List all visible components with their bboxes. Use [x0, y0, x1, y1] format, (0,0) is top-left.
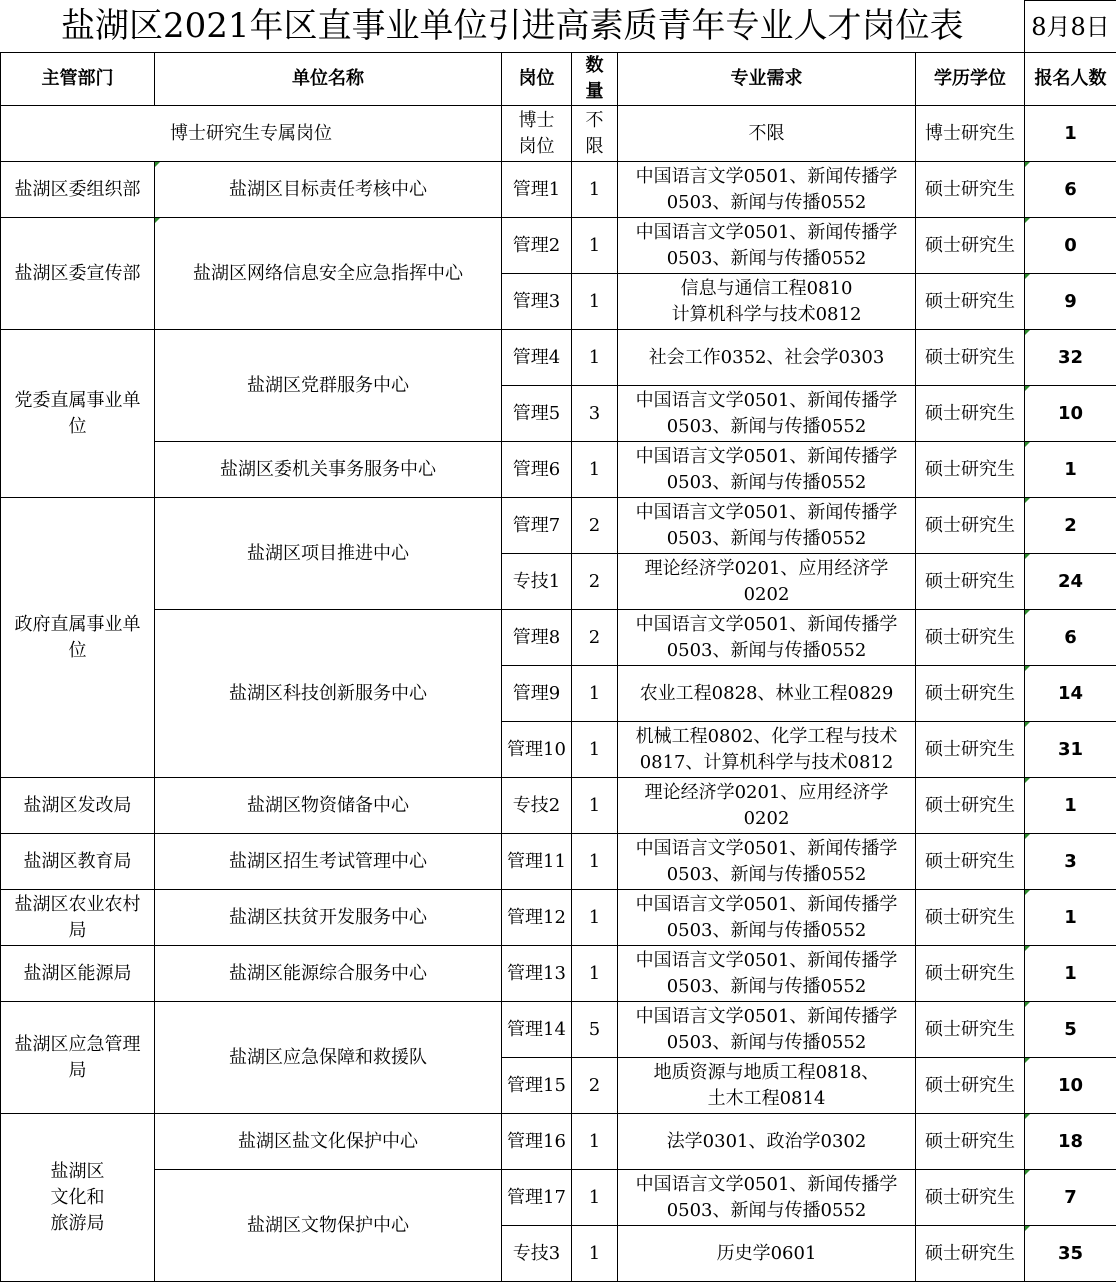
- major-cell: 中国语言文学0501、新闻传播学 0503、新闻与传播0552: [618, 442, 916, 498]
- header-post: 岗位: [502, 53, 572, 106]
- degree-cell: 硕士研究生: [916, 722, 1025, 778]
- dept-cell: 政府直属事业单 位: [1, 498, 155, 778]
- unit-cell: 盐湖区盐文化保护中心: [155, 1114, 502, 1170]
- applicants-cell: 14: [1025, 666, 1116, 722]
- post-cell: 管理12: [502, 890, 572, 946]
- post-cell: 管理11: [502, 834, 572, 890]
- count-cell: 1: [572, 330, 618, 386]
- header-applicants: 报名人数: [1025, 53, 1116, 106]
- applicants-cell: 1: [1025, 946, 1116, 1002]
- applicants-cell: 0: [1025, 218, 1116, 274]
- major-cell: 历史学0601: [618, 1226, 916, 1282]
- degree-cell: 硕士研究生: [916, 1170, 1025, 1226]
- applicants-cell: 1: [1025, 890, 1116, 946]
- header-unit: 单位名称: [155, 53, 502, 106]
- count-cell: 1: [572, 218, 618, 274]
- degree-cell: 硕士研究生: [916, 1058, 1025, 1114]
- degree-cell: 博士研究生: [916, 106, 1025, 162]
- table-row: [1, 442, 1116, 498]
- applicants-cell: 1: [1025, 778, 1116, 834]
- unit-cell: 盐湖区项目推进中心: [155, 498, 502, 610]
- degree-cell: 硕士研究生: [916, 1226, 1025, 1282]
- table-row: [1, 106, 1116, 162]
- header-major: 专业需求: [618, 53, 916, 106]
- post-cell: 管理17: [502, 1170, 572, 1226]
- major-cell: 地质资源与地质工程0818、 土木工程0814: [618, 1058, 916, 1114]
- major-cell: 中国语言文学0501、新闻传播学 0503、新闻与传播0552: [618, 386, 916, 442]
- post-cell: 管理15: [502, 1058, 572, 1114]
- applicants-cell: 3: [1025, 834, 1116, 890]
- count-cell: 2: [572, 610, 618, 666]
- post-cell: 管理5: [502, 386, 572, 442]
- count-cell: 不 限: [572, 106, 618, 162]
- degree-cell: 硕士研究生: [916, 274, 1025, 330]
- applicants-cell: 7: [1025, 1170, 1116, 1226]
- unit-cell: 盐湖区委机关事务服务中心: [155, 442, 502, 498]
- table-row: [1, 946, 1116, 1002]
- count-cell: 1: [572, 1114, 618, 1170]
- date-label: 8月8日: [1025, 1, 1116, 53]
- unit-cell: 盐湖区科技创新服务中心: [155, 610, 502, 778]
- applicants-cell: 31: [1025, 722, 1116, 778]
- count-cell: 1: [572, 1226, 618, 1282]
- count-cell: 1: [572, 162, 618, 218]
- table-row: [1, 1170, 1116, 1226]
- applicants-cell: 6: [1025, 162, 1116, 218]
- count-cell: 5: [572, 1002, 618, 1058]
- degree-cell: 硕士研究生: [916, 946, 1025, 1002]
- major-cell: 理论经济学0201、应用经济学 0202: [618, 554, 916, 610]
- post-cell: 管理16: [502, 1114, 572, 1170]
- header-row: [1, 53, 1116, 106]
- major-cell: 社会工作0352、社会学0303: [618, 330, 916, 386]
- major-cell: 中国语言文学0501、新闻传播学 0503、新闻与传播0552: [618, 218, 916, 274]
- page-title: 盐湖区2021年区直事业单位引进高素质青年专业人才岗位表: [1, 1, 1025, 53]
- count-cell: 3: [572, 386, 618, 442]
- count-cell: 1: [572, 722, 618, 778]
- post-cell: 专技2: [502, 778, 572, 834]
- unit-cell: 盐湖区招生考试管理中心: [155, 834, 502, 890]
- doctor-label: 博士研究生专属岗位: [1, 106, 502, 162]
- major-cell: 中国语言文学0501、新闻传播学 0503、新闻与传播0552: [618, 1002, 916, 1058]
- post-cell: 专技1: [502, 554, 572, 610]
- degree-cell: 硕士研究生: [916, 498, 1025, 554]
- post-cell: 专技3: [502, 1226, 572, 1282]
- table-row: [1, 610, 1116, 666]
- degree-cell: 硕士研究生: [916, 386, 1025, 442]
- major-cell: 不限: [618, 106, 916, 162]
- applicants-cell: 10: [1025, 386, 1116, 442]
- count-cell: 2: [572, 554, 618, 610]
- table-row: [1, 1002, 1116, 1058]
- count-cell: 1: [572, 946, 618, 1002]
- applicants-cell: 18: [1025, 1114, 1116, 1170]
- unit-cell: 盐湖区应急保障和救援队: [155, 1002, 502, 1114]
- header-degree: 学历学位: [916, 53, 1025, 106]
- major-cell: 中国语言文学0501、新闻传播学 0503、新闻与传播0552: [618, 162, 916, 218]
- applicants-cell: 2: [1025, 498, 1116, 554]
- degree-cell: 硕士研究生: [916, 1002, 1025, 1058]
- table-row: [1, 890, 1116, 946]
- count-cell: 1: [572, 666, 618, 722]
- table-row: [1, 778, 1116, 834]
- major-cell: 中国语言文学0501、新闻传播学 0503、新闻与传播0552: [618, 946, 916, 1002]
- applicants-cell: 9: [1025, 274, 1116, 330]
- major-cell: 中国语言文学0501、新闻传播学 0503、新闻与传播0552: [618, 498, 916, 554]
- applicants-cell: 1: [1025, 442, 1116, 498]
- post-cell: 管理7: [502, 498, 572, 554]
- dept-cell: 盐湖区委宣传部: [1, 218, 155, 330]
- count-cell: 1: [572, 834, 618, 890]
- table-row: [1, 162, 1116, 218]
- degree-cell: 硕士研究生: [916, 890, 1025, 946]
- post-cell: 管理3: [502, 274, 572, 330]
- unit-cell: 盐湖区网络信息安全应急指挥中心: [155, 218, 502, 330]
- degree-cell: 硕士研究生: [916, 778, 1025, 834]
- post-cell: 管理6: [502, 442, 572, 498]
- degree-cell: 硕士研究生: [916, 330, 1025, 386]
- table-row: [1, 218, 1116, 274]
- major-cell: 中国语言文学0501、新闻传播学 0503、新闻与传播0552: [618, 1170, 916, 1226]
- applicants-cell: 24: [1025, 554, 1116, 610]
- post-cell: 博士 岗位: [502, 106, 572, 162]
- table-row: [1, 1114, 1116, 1170]
- degree-cell: 硕士研究生: [916, 834, 1025, 890]
- unit-cell: 盐湖区能源综合服务中心: [155, 946, 502, 1002]
- post-cell: 管理10: [502, 722, 572, 778]
- table-row: [1, 498, 1116, 554]
- dept-cell: 盐湖区 文化和 旅游局: [1, 1114, 155, 1282]
- major-cell: 中国语言文学0501、新闻传播学 0503、新闻与传播0552: [618, 890, 916, 946]
- degree-cell: 硕士研究生: [916, 1114, 1025, 1170]
- degree-cell: 硕士研究生: [916, 610, 1025, 666]
- table-row: [1, 834, 1116, 890]
- count-cell: 1: [572, 442, 618, 498]
- count-cell: 2: [572, 1058, 618, 1114]
- unit-cell: 盐湖区文物保护中心: [155, 1170, 502, 1282]
- major-cell: 机械工程0802、化学工程与技术 0817、计算机科学与技术0812: [618, 722, 916, 778]
- post-cell: 管理2: [502, 218, 572, 274]
- major-cell: 信息与通信工程0810 计算机科学与技术0812: [618, 274, 916, 330]
- count-cell: 1: [572, 274, 618, 330]
- post-cell: 管理9: [502, 666, 572, 722]
- post-cell: 管理8: [502, 610, 572, 666]
- post-cell: 管理13: [502, 946, 572, 1002]
- dept-cell: 盐湖区教育局: [1, 834, 155, 890]
- dept-cell: 盐湖区农业农村 局: [1, 890, 155, 946]
- major-cell: 农业工程0828、林业工程0829: [618, 666, 916, 722]
- major-cell: 理论经济学0201、应用经济学 0202: [618, 778, 916, 834]
- unit-cell: 盐湖区扶贫开发服务中心: [155, 890, 502, 946]
- degree-cell: 硕士研究生: [916, 554, 1025, 610]
- unit-cell: 盐湖区物资储备中心: [155, 778, 502, 834]
- major-cell: 法学0301、政治学0302: [618, 1114, 916, 1170]
- major-cell: 中国语言文学0501、新闻传播学 0503、新闻与传播0552: [618, 610, 916, 666]
- count-cell: 1: [572, 778, 618, 834]
- table-row: [1, 330, 1116, 386]
- post-cell: 管理4: [502, 330, 572, 386]
- applicants-cell: 5: [1025, 1002, 1116, 1058]
- header-count: 数 量: [572, 53, 618, 106]
- degree-cell: 硕士研究生: [916, 666, 1025, 722]
- header-dept: 主管部门: [1, 53, 155, 106]
- dept-cell: 盐湖区能源局: [1, 946, 155, 1002]
- post-cell: 管理1: [502, 162, 572, 218]
- dept-cell: 盐湖区委组织部: [1, 162, 155, 218]
- dept-cell: 盐湖区发改局: [1, 778, 155, 834]
- applicants-cell: 10: [1025, 1058, 1116, 1114]
- unit-cell: 盐湖区目标责任考核中心: [155, 162, 502, 218]
- applicants-cell: 35: [1025, 1226, 1116, 1282]
- applicants-cell: 32: [1025, 330, 1116, 386]
- applicants-cell: 6: [1025, 610, 1116, 666]
- unit-cell: 盐湖区党群服务中心: [155, 330, 502, 442]
- dept-cell: 盐湖区应急管理 局: [1, 1002, 155, 1114]
- degree-cell: 硕士研究生: [916, 218, 1025, 274]
- dept-cell: 党委直属事业单 位: [1, 330, 155, 498]
- degree-cell: 硕士研究生: [916, 162, 1025, 218]
- major-cell: 中国语言文学0501、新闻传播学 0503、新闻与传播0552: [618, 834, 916, 890]
- count-cell: 1: [572, 890, 618, 946]
- count-cell: 1: [572, 1170, 618, 1226]
- applicants-cell: 1: [1025, 106, 1116, 162]
- count-cell: 2: [572, 498, 618, 554]
- degree-cell: 硕士研究生: [916, 442, 1025, 498]
- post-cell: 管理14: [502, 1002, 572, 1058]
